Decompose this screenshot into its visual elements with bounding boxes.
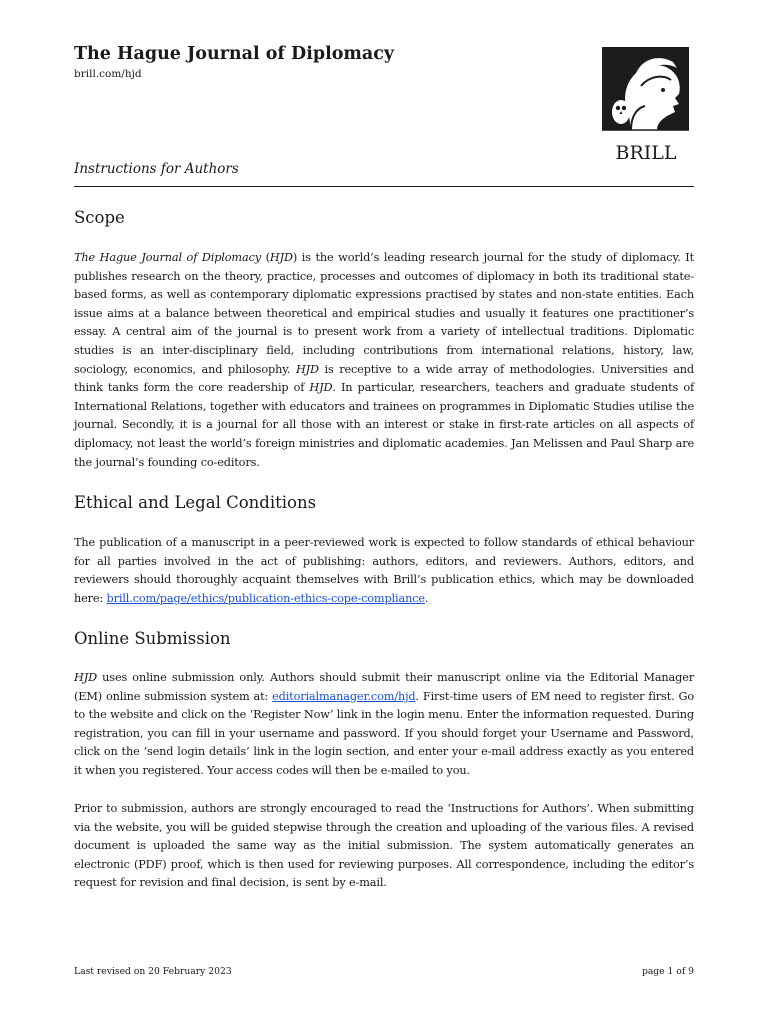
journal-title: The Hague Journal of Diplomacy <box>74 44 395 64</box>
brill-logo-text: BRILL <box>615 142 677 164</box>
brill-logo <box>601 46 691 166</box>
section-heading-submission: Online Submission <box>74 629 231 648</box>
submission-paragraph-1: HJD uses online submission only. Authors should submit their manuscript online via the Editorial Manager (EM) online submission system at: editorialmanager.com/hjd. First-time users of EM need to register first. Go to the website and click on the ‘Register Now’ link in the login menu. Enter the information requested. During registration, you can fill in your username and password. If you should forget your Username and Password, click on the ‘send login details’ link in the login section, and enter your e-mail address exactly as you entered it when you registered. Your access codes will then be e-mailed to you. <box>74 671 694 777</box>
journal-name-italic: The Hague Journal of Diplomacy <box>74 251 261 264</box>
document-page <box>74 0 694 1024</box>
page-subtitle: Instructions for Authors <box>74 161 239 177</box>
header-divider <box>74 186 694 187</box>
scope-paragraph: The Hague Journal of Diplomacy (HJD) is the world’s leading research journal for the study of diplomacy. It publishes research on the theory, practice, processes and outcomes of diplomacy in both its traditional state-based forms, as well as contemporary diplomatic expressions practised by states and non-state entities. Each issue aims at a balance between theoretical and empirical studies and usually it features one practitioner’s essay. A central aim of the journal is to present work from a variety of intellectual traditions. Diplomatic studies is an inter-disciplinary field, including contributions from international relations, history, law, sociology, economics, and philosophy. HJD is receptive to a wide array of methodologies. Universities and think tanks form the core readership of HJD. In particular, researchers, teachers and graduate students of International Relations, together with educators and trainees on programmes in Diplomatic Studies utilise the journal. Secondly, it is a journal for all those with an interest or stake in first-rate articles on all aspects of diplomacy, not least the world’s foreign ministries and diplomatic academies. Jan Melissen and Paul Sharp are the journal’s founding co-editors. <box>74 251 694 469</box>
section-heading-ethics: Ethical and Legal Conditions <box>74 493 317 512</box>
ethics-link[interactable]: brill.com/page/ethics/publication-ethics-cope-compliance <box>106 591 425 605</box>
section-heading-scope: Scope <box>74 208 125 227</box>
submission-paragraph-2: Prior to submission, authors are strongly encouraged to read the ‘Instructions for Authors’. When submitting via the website, you will be guided stepwise through the creation and uploading of the various files. A revised document is uploaded the same way as the initial submission. The system automatically generates an electronic (PDF) proof, which is then used for reviewing purposes. All correspondence, including the editor’s request for revision and final decision, is sent by e-mail. <box>74 802 694 890</box>
footer-revised-date: Last revised on 20 February 2023 <box>74 966 232 977</box>
ethics-paragraph: The publication of a manuscript in a peer-reviewed work is expected to follow standards of ethical behaviour for all parties involved in the act of publishing: authors, editors, and reviewers. Authors, editors, and reviewers should thoroughly acquaint themselves with Brill’s publication ethics, which may be downloaded here: brill.com/page/ethics/publication-ethics-cope-compliance. <box>74 536 694 605</box>
footer-page-number: page 1 of 9 <box>641 966 694 977</box>
editorial-manager-link[interactable]: editorialmanager.com/hjd <box>272 689 416 703</box>
journal-url: brill.com/hjd <box>74 68 142 80</box>
